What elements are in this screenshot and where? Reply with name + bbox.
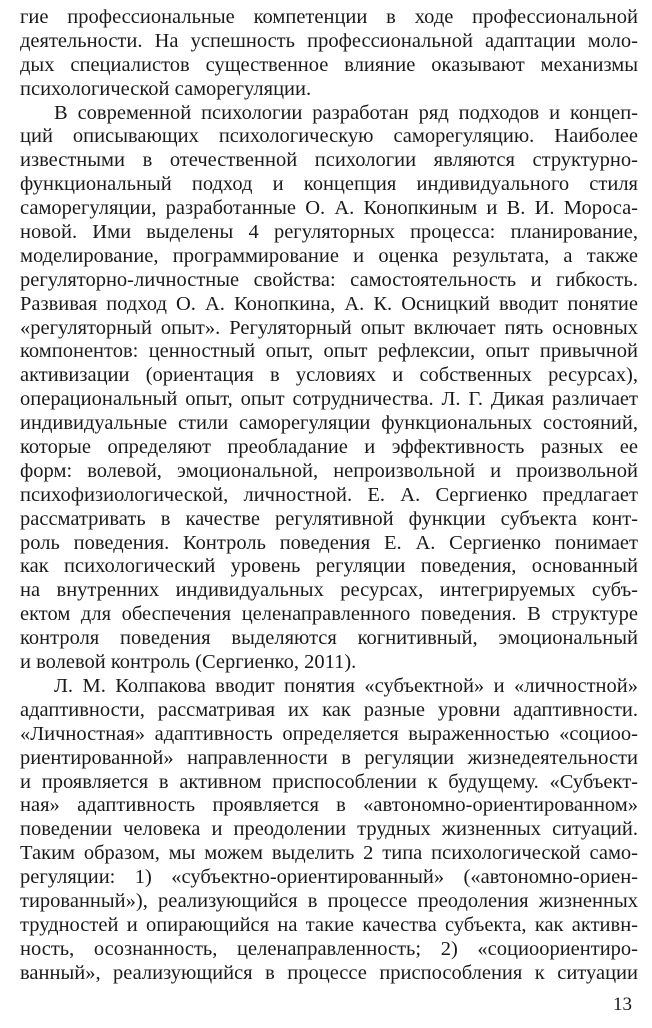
text-line: ванный», реализующийся в процессе приспособления к ситуации: [20, 961, 638, 984]
text-line: ектом для обеспечения целенаправленного поведения. В структуре: [20, 603, 638, 626]
text-line: роль поведения. Контроль поведения Е. А. Сергиенко понимает: [20, 531, 638, 554]
text-line: «Личностная» адаптивность определяется выраженностью «социоо-: [20, 722, 638, 745]
text-line: регуляции: 1) «субъектно-ориентированный» («автономно-ориен-: [20, 866, 638, 889]
text-line: известными в отечественной психологии являются структурно-: [20, 149, 638, 172]
text-line: риентированной» направленности в регуляции жизнедеятельности: [20, 746, 638, 769]
text-line: деятельности. На успешность профессиональной адаптации моло-: [20, 29, 638, 52]
text-line: индивидуальные стили саморегуляции функциональных состояний,: [20, 412, 638, 435]
text-line: «регуляторный опыт». Регуляторный опыт включает пять основных: [20, 316, 638, 339]
text-line: поведении человека и преодолении трудных жизненных ситуаций.: [20, 818, 638, 841]
text-line: контроля поведения выделяются когнитивный, эмоциональный: [20, 627, 638, 650]
text-line: адаптивности, рассматривая их как разные уровни адаптивности.: [20, 698, 638, 721]
text-line: регуляторно-личностные свойства: самостоятельность и гибкость.: [20, 268, 638, 291]
text-line: тированный»), реализующийся в процессе преодоления жизненных: [20, 889, 638, 912]
text-line: операциональный опыт, опыт сотрудничества. Л. Г. Дикая различает: [20, 388, 638, 411]
text-line: В современной психологии разработан ряд подходов и концеп-: [54, 101, 638, 124]
text-line: активизации (ориентация в условиях и собственных ресурсах),: [20, 364, 638, 387]
text-line: Таким образом, мы можем выделить 2 типа психологической само-: [20, 842, 638, 865]
text-line: гие профессиональные компетенции в ходе профессиональной: [20, 6, 638, 28]
text-line: саморегуляции, разработанные О. А. Конопкиным и В. И. Мороса-: [20, 197, 638, 220]
text-line: психофизиологической, личностной. Е. А. Сергиенко предлагает: [20, 483, 638, 506]
text-line: психологической саморегуляции.: [20, 77, 312, 100]
text-line: моделирование, программирование и оценка результата, а также: [20, 244, 638, 267]
body-text: [20, 6, 638, 986]
text-line: рассматривать в качестве регулятивной функции субъекта конт-: [20, 507, 638, 530]
text-line: компонентов: ценностный опыт, опыт рефлексии, опыт привычной: [20, 340, 638, 363]
text-line: функциональный подход и концепция индивидуального стиля: [20, 173, 638, 196]
text-line: и волевой контроль (Сергиенко, 2011).: [20, 651, 357, 674]
text-line: Развивая подход О. А. Конопкина, А. К. Осницкий вводит понятие: [20, 292, 638, 315]
text-line: новой. Ими выделены 4 регуляторных процесса: планирование,: [20, 221, 638, 244]
text-line: ная» адаптивность проявляется в «автономно-ориентированном»: [20, 794, 638, 817]
text-line: трудностей и опирающийся на такие качества субъекта, как активн-: [20, 913, 638, 936]
text-line: как психологический уровень регуляции поведения, основанный: [20, 555, 638, 578]
text-line: форм: волевой, эмоциональной, непроизвольной и произвольной: [20, 459, 638, 482]
text-line: которые определяют преобладание и эффективность разных ее: [20, 436, 638, 459]
page-number: 13: [613, 994, 632, 1015]
text-line: на внутренних индивидуальных ресурсах, интегрируемых субъ-: [20, 579, 638, 602]
text-line: Л. М. Колпакова вводит понятия «субъектной» и «личностной»: [54, 674, 638, 697]
text-line: дых специалистов существенное влияние оказывают механизмы: [20, 53, 638, 76]
text-line: и проявляется в активном приспособлении к будущему. «Субъект-: [20, 770, 638, 793]
text-line: ность, осознанность, целенаправленность; 2) «социоориентиро-: [20, 937, 638, 960]
text-line: ций описывающих психологическую саморегуляцию. Наиболее: [20, 125, 638, 148]
